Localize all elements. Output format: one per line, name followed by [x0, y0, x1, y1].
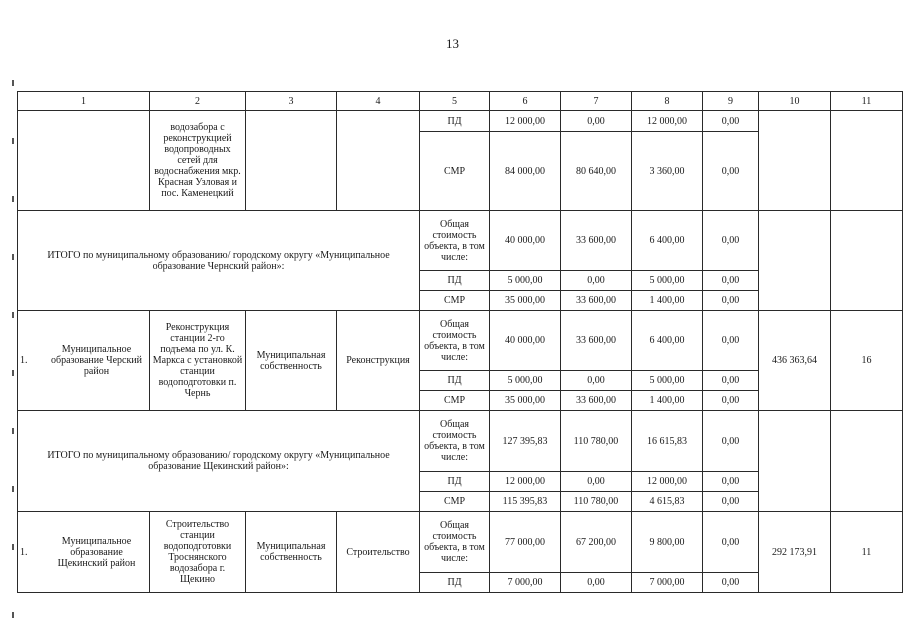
cost-type-label: СМР — [420, 132, 490, 211]
value-cell: 0,00 — [703, 371, 759, 391]
object-name-cont: водозабора с реконструкцией водопроводных сетей для водоснабжения мкр. Красная Узловая и пос. Каменецкий — [150, 111, 246, 211]
value-cell: 7 000,00 — [490, 573, 561, 593]
value-cell: 0,00 — [561, 472, 632, 492]
table-row — [18, 311, 903, 371]
value-cell: 12 000,00 — [632, 472, 703, 492]
value-cell: 6 400,00 — [632, 311, 703, 371]
value-cell: 5 000,00 — [490, 371, 561, 391]
ownership: Муниципальная собственность — [246, 311, 337, 411]
value-cell: 12 000,00 — [490, 472, 561, 492]
col-header-10: 10 — [759, 92, 831, 111]
value-cell: 110 780,00 — [561, 411, 632, 472]
col-header-8: 8 — [632, 92, 703, 111]
value-cell: 40 000,00 — [490, 311, 561, 371]
cell-col11-subtotal — [831, 411, 903, 512]
col-header-9: 9 — [703, 92, 759, 111]
value-cell: 77 000,00 — [490, 512, 561, 573]
municipality-cell — [18, 311, 150, 411]
value-cell: 0,00 — [703, 132, 759, 211]
value-cell: 0,00 — [703, 291, 759, 311]
value-cell: 33 600,00 — [561, 311, 632, 371]
col-header-3: 3 — [246, 92, 337, 111]
ownership: Муниципальная собственность — [246, 512, 337, 593]
value-cell: 16 615,83 — [632, 411, 703, 472]
value-cell: 0,00 — [703, 271, 759, 291]
cost-type-label: ПД — [420, 573, 490, 593]
cost-type-label: ПД — [420, 472, 490, 492]
object-name: Реконструкция станции 2-го подъема по ул. К. Маркса с установкой станции водоподготовки п. Чернь — [150, 311, 246, 411]
value-cell: 5 000,00 — [490, 271, 561, 291]
municipality-name: Муниципальное образование Черский район — [50, 344, 143, 377]
value-cell: 5 000,00 — [632, 271, 703, 291]
table-row — [18, 512, 903, 573]
table-row — [18, 211, 903, 271]
value-cell: 110 780,00 — [561, 492, 632, 512]
value-cell: 0,00 — [561, 573, 632, 593]
value-cell: 0,00 — [703, 211, 759, 271]
cost-type-label: ПД — [420, 271, 490, 291]
cost-type-label: ПД — [420, 111, 490, 132]
cell-col11-subtotal — [831, 211, 903, 311]
value-cell: 4 615,83 — [632, 492, 703, 512]
value-cell: 84 000,00 — [490, 132, 561, 211]
value-cell: 0,00 — [703, 111, 759, 132]
value-cell: 3 360,00 — [632, 132, 703, 211]
work-type: Строительство — [337, 512, 420, 593]
col-header-11: 11 — [831, 92, 903, 111]
value-cell: 40 000,00 — [490, 211, 561, 271]
value-cell: 0,00 — [703, 492, 759, 512]
value-cell: 9 800,00 — [632, 512, 703, 573]
cell-col10-subtotal — [759, 411, 831, 512]
cost-type-label: Общая стоимость объекта, в том числе: — [420, 311, 490, 371]
cell-municipality-cont — [18, 111, 150, 211]
row-number: 1. — [20, 355, 28, 366]
value-cell: 80 640,00 — [561, 132, 632, 211]
cell-work-cont — [337, 111, 420, 211]
cell-col11-cont — [831, 111, 903, 211]
cost-type-label: СМР — [420, 391, 490, 411]
cell-ownership-cont — [246, 111, 337, 211]
table-row — [18, 411, 903, 472]
cost-type-label: ПД — [420, 371, 490, 391]
value-cell: 12 000,00 — [632, 111, 703, 132]
value-cell: 67 200,00 — [561, 512, 632, 573]
value-cell: 6 400,00 — [632, 211, 703, 271]
value-cell: 0,00 — [561, 271, 632, 291]
work-type: Реконструкция — [337, 311, 420, 411]
col-header-4: 4 — [337, 92, 420, 111]
cost-type-label: СМР — [420, 291, 490, 311]
header-row — [18, 92, 903, 111]
col-header-1: 1 — [18, 92, 150, 111]
col-header-7: 7 — [561, 92, 632, 111]
value-cell: 0,00 — [703, 472, 759, 492]
value-cell: 5 000,00 — [632, 371, 703, 391]
value-cell-col11: 16 — [831, 311, 903, 411]
cell-col10-cont — [759, 111, 831, 211]
value-cell-col10: 436 363,64 — [759, 311, 831, 411]
cost-type-label: Общая стоимость объекта, в том числе: — [420, 411, 490, 472]
table-row — [18, 111, 903, 132]
object-name: Строительство станции водоподготовки Троснянского водозабора г. Щекино — [150, 512, 246, 593]
value-cell: 0,00 — [703, 573, 759, 593]
subtotal-title: ИТОГО по муниципальному образованию/ городскому округу «Муниципальное образование Щекинский район»: — [18, 411, 420, 512]
value-cell: 0,00 — [561, 111, 632, 132]
value-cell: 0,00 — [703, 411, 759, 472]
value-cell: 33 600,00 — [561, 211, 632, 271]
value-cell: 0,00 — [703, 311, 759, 371]
data-table — [17, 91, 903, 593]
col-header-6: 6 — [490, 92, 561, 111]
value-cell-col11: 11 — [831, 512, 903, 593]
value-cell: 127 395,83 — [490, 411, 561, 472]
value-cell: 33 600,00 — [561, 291, 632, 311]
value-cell: 35 000,00 — [490, 391, 561, 411]
municipality-cell — [18, 512, 150, 593]
cell-col10-subtotal — [759, 211, 831, 311]
row-number: 1. — [20, 546, 28, 558]
subtotal-title: ИТОГО по муниципальному образованию/ городскому округу «Муниципальное образование Чернский район»: — [18, 211, 420, 311]
value-cell: 7 000,00 — [632, 573, 703, 593]
value-cell: 115 395,83 — [490, 492, 561, 512]
value-cell-col10: 292 173,91 — [759, 512, 831, 593]
cost-type-label: Общая стоимость объекта, в том числе: — [420, 211, 490, 271]
value-cell: 35 000,00 — [490, 291, 561, 311]
cost-type-label: СМР — [420, 492, 490, 512]
municipality-name: Муниципальное образование Щекинский район — [57, 535, 136, 569]
col-header-2: 2 — [150, 92, 246, 111]
page-number: 13 — [446, 36, 459, 51]
value-cell: 33 600,00 — [561, 391, 632, 411]
value-cell: 0,00 — [703, 512, 759, 573]
value-cell: 12 000,00 — [490, 111, 561, 132]
value-cell: 1 400,00 — [632, 391, 703, 411]
cost-type-label: Общая стоимость объекта, в том числе: — [420, 512, 490, 573]
value-cell: 0,00 — [703, 391, 759, 411]
value-cell: 0,00 — [561, 371, 632, 391]
value-cell: 1 400,00 — [632, 291, 703, 311]
col-header-5: 5 — [420, 92, 490, 111]
